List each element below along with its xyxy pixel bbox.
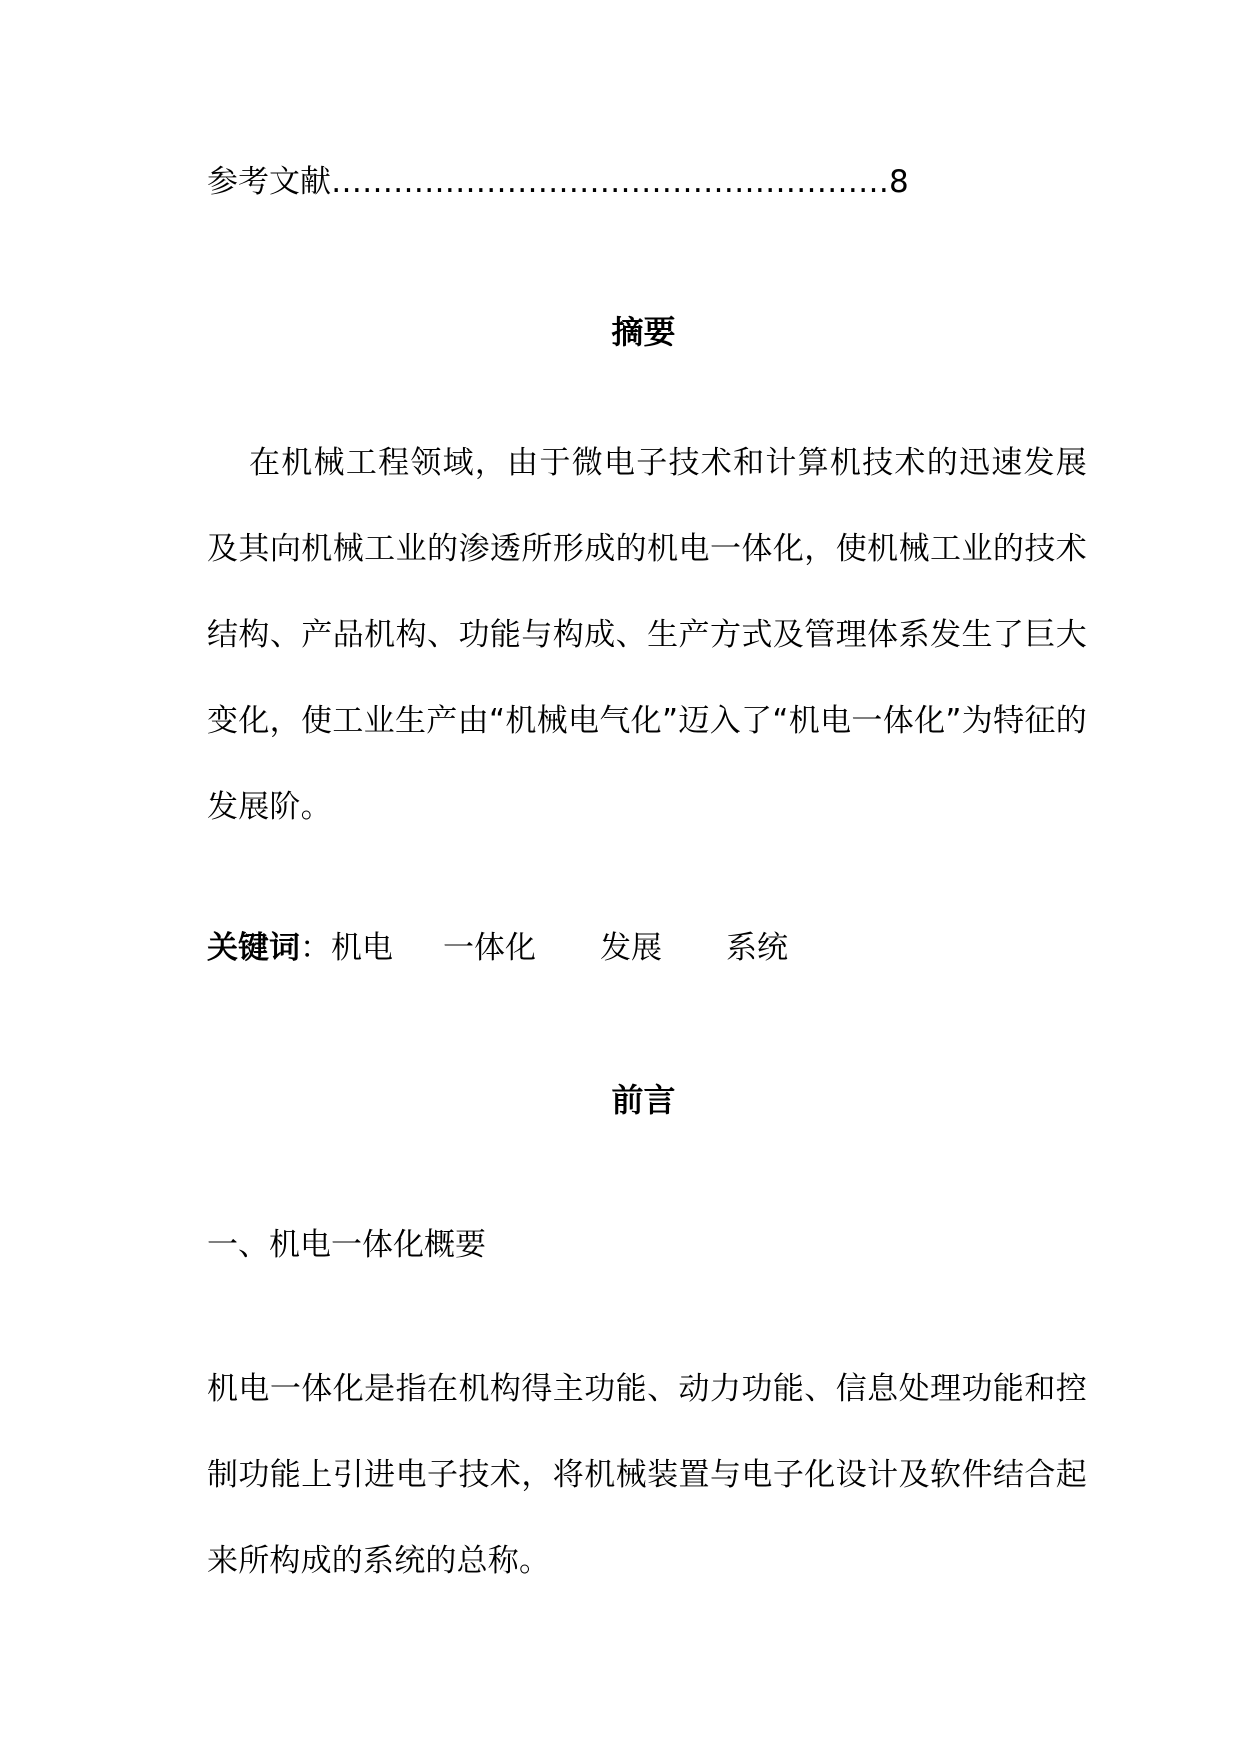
section-title: 一、机电一体化概要 bbox=[207, 1227, 486, 1263]
section-paragraph: 机电一体化是指在机构得主功能、动力功能、信息处理功能和控制功能上引进电子技术，将机械装置与电子化设计及软件结合起来所构成的系统的总称。 bbox=[207, 1371, 1087, 1579]
keyword-item: 发展 bbox=[600, 930, 662, 966]
keywords-line bbox=[207, 926, 1087, 970]
keywords-label: 关键词 bbox=[207, 930, 300, 966]
toc-page-number: 8 bbox=[889, 164, 909, 200]
toc-entry-label: 参考文献 bbox=[207, 164, 331, 200]
toc-entry-references bbox=[207, 160, 1087, 204]
keywords-separator: ： bbox=[300, 930, 331, 966]
abstract-heading: 摘要 bbox=[611, 313, 676, 351]
abstract-paragraph: 在机械工程领域，由于微电子技术和计算机技术的迅速发展及其向机械工业的渗透所形成的机电一体化，使机械工业的技术结构、产品机构、功能与构成、生产方式及管理体系发生了巨大变化，使工业生产由“机械电气化”迈入了“机电一体化”为特征的发展阶。 bbox=[207, 445, 1087, 825]
keyword-item: 一体化 bbox=[443, 930, 536, 966]
preface-heading: 前言 bbox=[611, 1081, 676, 1119]
keyword-item: 机电 bbox=[331, 930, 393, 966]
keyword-item: 系统 bbox=[726, 930, 788, 966]
toc-leader-dots: ……………………………………………… bbox=[331, 164, 889, 200]
